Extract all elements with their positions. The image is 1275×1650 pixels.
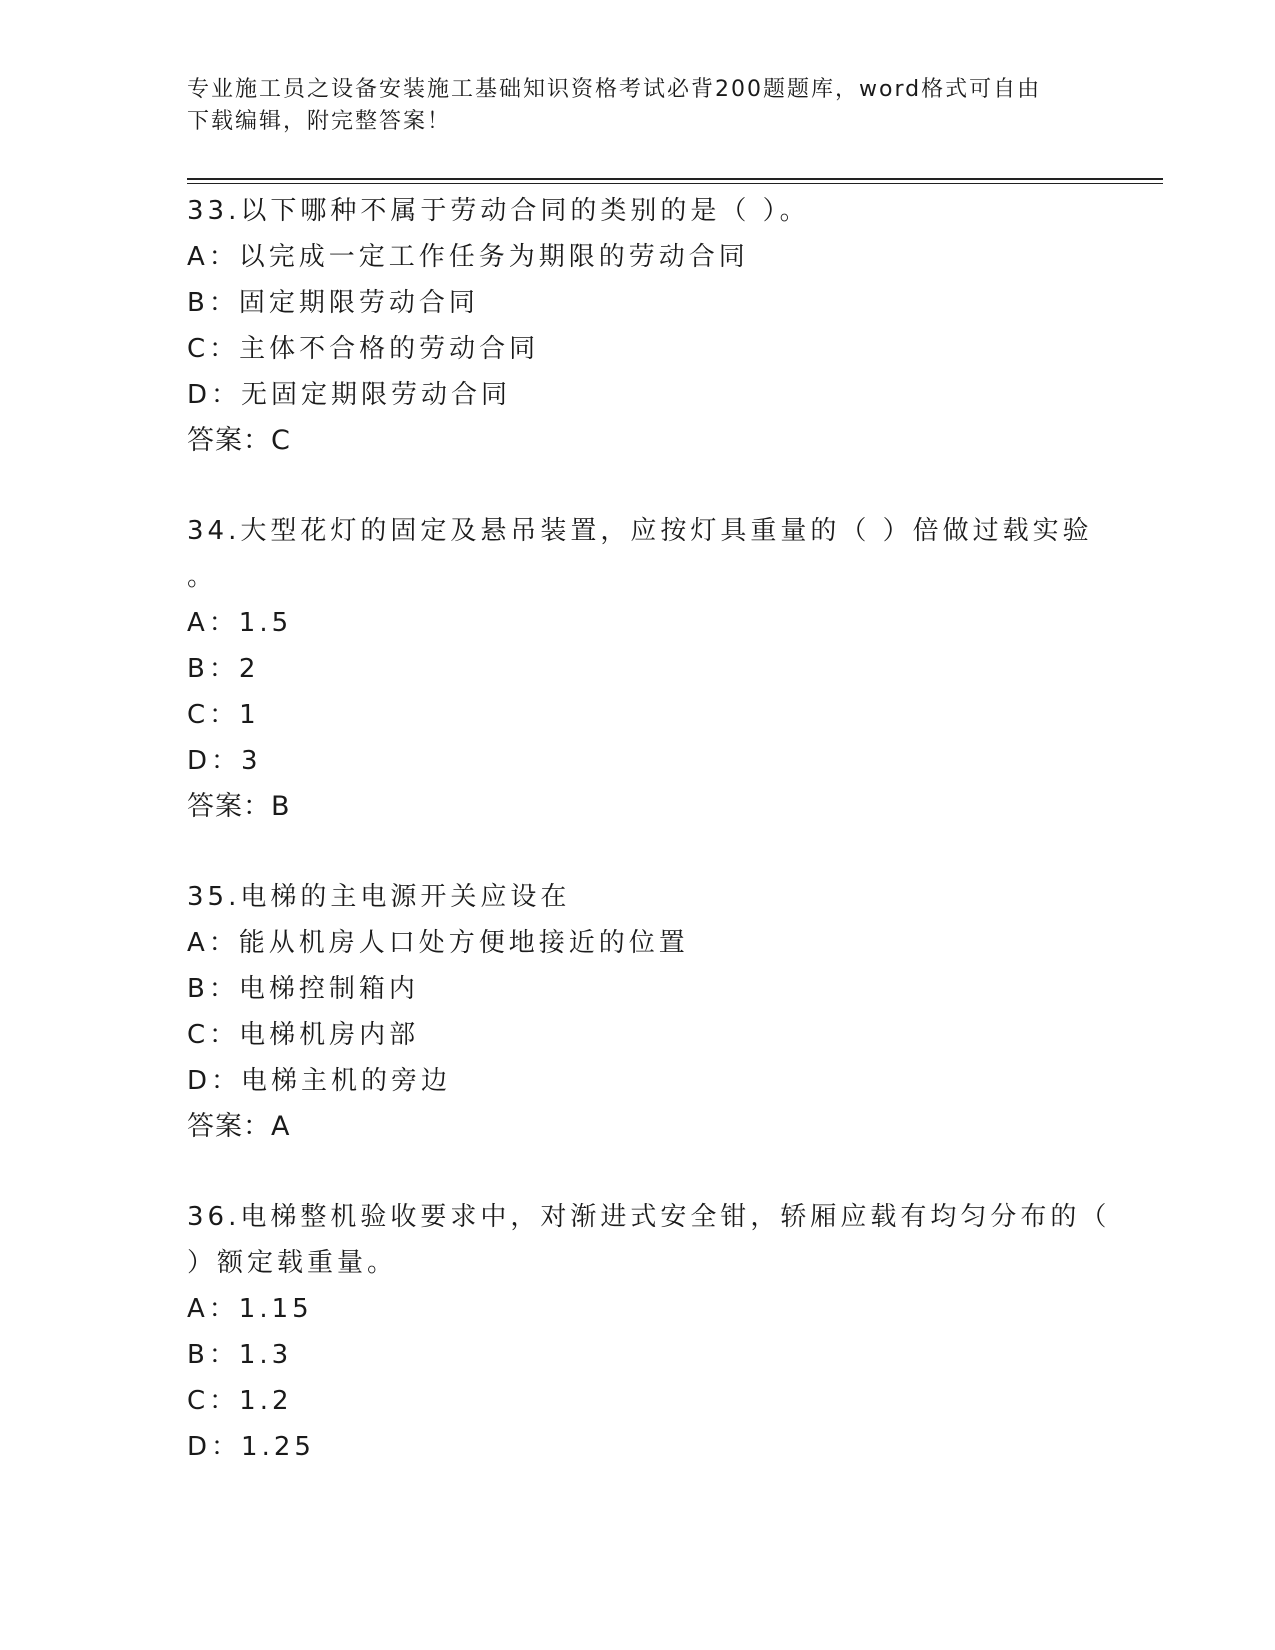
question-gap <box>187 830 1087 874</box>
option-d: D：电梯主机的旁边 <box>187 1066 452 1096</box>
option-c: C：1 <box>187 700 260 730</box>
question-gap <box>187 464 1087 508</box>
question-list <box>187 188 1111 1470</box>
option-b: B：2 <box>187 654 260 684</box>
question-35 <box>187 874 1087 1150</box>
question-stem-continuation: 。 <box>187 562 218 592</box>
option-b: B：1.3 <box>187 1340 293 1370</box>
question-stem: 36.电梯整机验收要求中，对渐进式安全钳，轿厢应载有均匀分布的（ <box>187 1202 1111 1232</box>
header-line-2: 下载编辑，附完整答案！ <box>187 109 452 134</box>
question-33 <box>187 188 1087 464</box>
answer-label: 答案：A <box>187 1111 291 1142</box>
option-a: A：能从机房人口处方便地接近的位置 <box>187 928 689 958</box>
header-line-1: 专业施工员之设备安装施工基础知识资格考试必背200题题库，word格式可自由 <box>187 77 1042 102</box>
question-stem: 35.电梯的主电源开关应设在 <box>187 882 571 912</box>
question-36 <box>187 1194 1111 1470</box>
option-b: B：固定期限劳动合同 <box>187 288 479 318</box>
question-stem-continuation: ）额定载重量。 <box>187 1248 398 1278</box>
option-c: C：电梯机房内部 <box>187 1020 420 1050</box>
option-c: C：1.2 <box>187 1386 293 1416</box>
answer-label: 答案：B <box>187 791 291 822</box>
option-a: A：1.5 <box>187 608 293 638</box>
header-divider-thick <box>187 178 1163 180</box>
option-a: A：1.15 <box>187 1294 313 1324</box>
question-stem: 34.大型花灯的固定及悬吊装置，应按灯具重量的（ ）倍做过载实验 <box>187 516 1093 546</box>
header-divider-thin <box>187 183 1163 184</box>
option-a: A：以完成一定工作任务为期限的劳动合同 <box>187 242 749 272</box>
question-34 <box>187 508 1093 830</box>
question-gap <box>187 1150 1087 1194</box>
document-header <box>187 74 1087 138</box>
answer-label: 答案：C <box>187 425 291 456</box>
option-d: D：1.25 <box>187 1432 315 1462</box>
option-d: D：无固定期限劳动合同 <box>187 380 512 410</box>
option-b: B：电梯控制箱内 <box>187 974 419 1004</box>
option-d: D：3 <box>187 746 262 776</box>
question-stem: 33.以下哪种不属于劳动合同的类别的是（ ）。 <box>187 196 810 226</box>
option-c: C：主体不合格的劳动合同 <box>187 334 540 364</box>
